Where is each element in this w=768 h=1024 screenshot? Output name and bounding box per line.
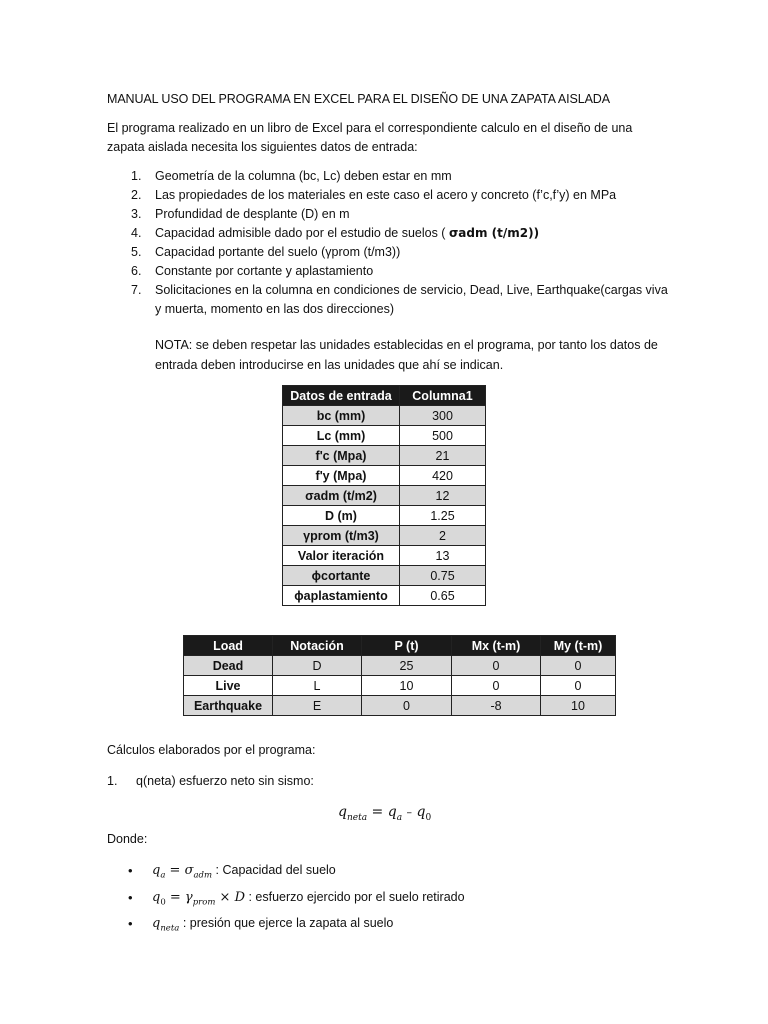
note-paragraph: NOTA: se deben respetar las unidades establecidas en el programa, por tanto los datos de entrada deben introducirse en las unidades que ahí se indican. xyxy=(155,338,658,372)
intro-paragraph: El programa realizado en un libro de Excel para el correspondiente calculo en el diseño de una zapata aislada necesita los siguientes datos de entrada: xyxy=(107,121,633,154)
list-item: 3. Profundidad de desplante (D) en m xyxy=(131,207,350,221)
table-row: Lc (mm) 500 xyxy=(283,426,486,446)
formula-q-neta: $q_{neta} = q_a - q_0$ xyxy=(338,804,432,823)
table-row: D (m) 1.25 xyxy=(283,506,486,526)
math-qa-sigma: $q_a = \sigma_{adm}$ xyxy=(152,863,213,881)
list-item: 7. Solicitaciones en la columna en condiciones de servicio, Dead, Live, Earthquake(cargas viva y muerta, momento en las dos direcciones) xyxy=(131,283,668,316)
column-header: Datos de entrada xyxy=(283,386,400,406)
list-item: 6. Constante por cortante y aplastamiento xyxy=(131,264,374,278)
load-table xyxy=(183,635,616,716)
math-qneta: $q_{neta}$ xyxy=(152,916,180,934)
table-row: ϕcortante 0.75 xyxy=(283,566,486,586)
math-q0: $q_0 = \gamma_{prom} \times D$ xyxy=(152,889,245,908)
table-row: ϕaplastamiento 0.65 xyxy=(283,586,486,606)
column-header: Columna1 xyxy=(400,386,486,406)
column-header: Notación xyxy=(273,636,362,656)
list-item: 1. Geometría de la columna (bc, Lc) deben estar en mm xyxy=(131,169,452,183)
input-data-table xyxy=(282,385,486,606)
list-item: • $q_0 = \gamma_{prom} \times D$ : esfuerzo ejercido por el suelo retirado xyxy=(128,887,465,914)
column-header: My (t-m) xyxy=(541,636,616,656)
list-item: • $q_{neta}$ : presión que ejerce la zapata al suelo xyxy=(128,913,465,940)
table-row: Valor iteración 13 xyxy=(283,546,486,566)
table-header-row xyxy=(184,636,616,656)
table-row: f'c (Mpa) 21 xyxy=(283,446,486,466)
list-item: • $q_a = \sigma_{adm}$ : Capacidad del suelo xyxy=(128,860,465,887)
definitions-list xyxy=(128,860,465,940)
calc-item: 1. q(neta) esfuerzo neto sin sismo: xyxy=(107,774,314,788)
bullet-icon: • xyxy=(128,889,133,905)
table-row: γprom (t/m3) 2 xyxy=(283,526,486,546)
bullet-icon: • xyxy=(128,916,133,932)
table-row: Earthquake E 0 -8 10 xyxy=(184,696,616,716)
table-row: σadm (t/m2) 12 xyxy=(283,486,486,506)
table-row: bc (mm) 300 xyxy=(283,406,486,426)
sigma-adm-bold: σadm (t/m2)) xyxy=(448,226,540,240)
input-requirements-list xyxy=(131,167,671,319)
list-item: 5. Capacidad portante del suelo (γprom (t/m3)) xyxy=(131,245,401,259)
list-item: 2. Las propiedades de los materiales en este caso el acero y concreto (f’c,f’y) en MPa xyxy=(131,188,617,202)
table-header-row xyxy=(283,386,486,406)
list-item: 4. Capacidad admisible dado por el estudio de suelos ( σadm (t/m2)) xyxy=(131,226,540,240)
calculations-heading: Cálculos elaborados por el programa: xyxy=(107,743,316,757)
bullet-icon: • xyxy=(128,863,133,878)
table-row: Dead D 25 0 0 xyxy=(184,656,616,676)
table-row: f'y (Mpa) 420 xyxy=(283,466,486,486)
column-header: P (t) xyxy=(362,636,452,656)
column-header: Mx (t-m) xyxy=(452,636,541,656)
document-title: MANUAL USO DEL PROGRAMA EN EXCEL PARA EL DISEÑO DE UNA ZAPATA AISLADA xyxy=(107,92,610,106)
column-header: Load xyxy=(184,636,273,656)
donde-label: Donde: xyxy=(107,832,148,846)
table-row: Live L 10 0 0 xyxy=(184,676,616,696)
